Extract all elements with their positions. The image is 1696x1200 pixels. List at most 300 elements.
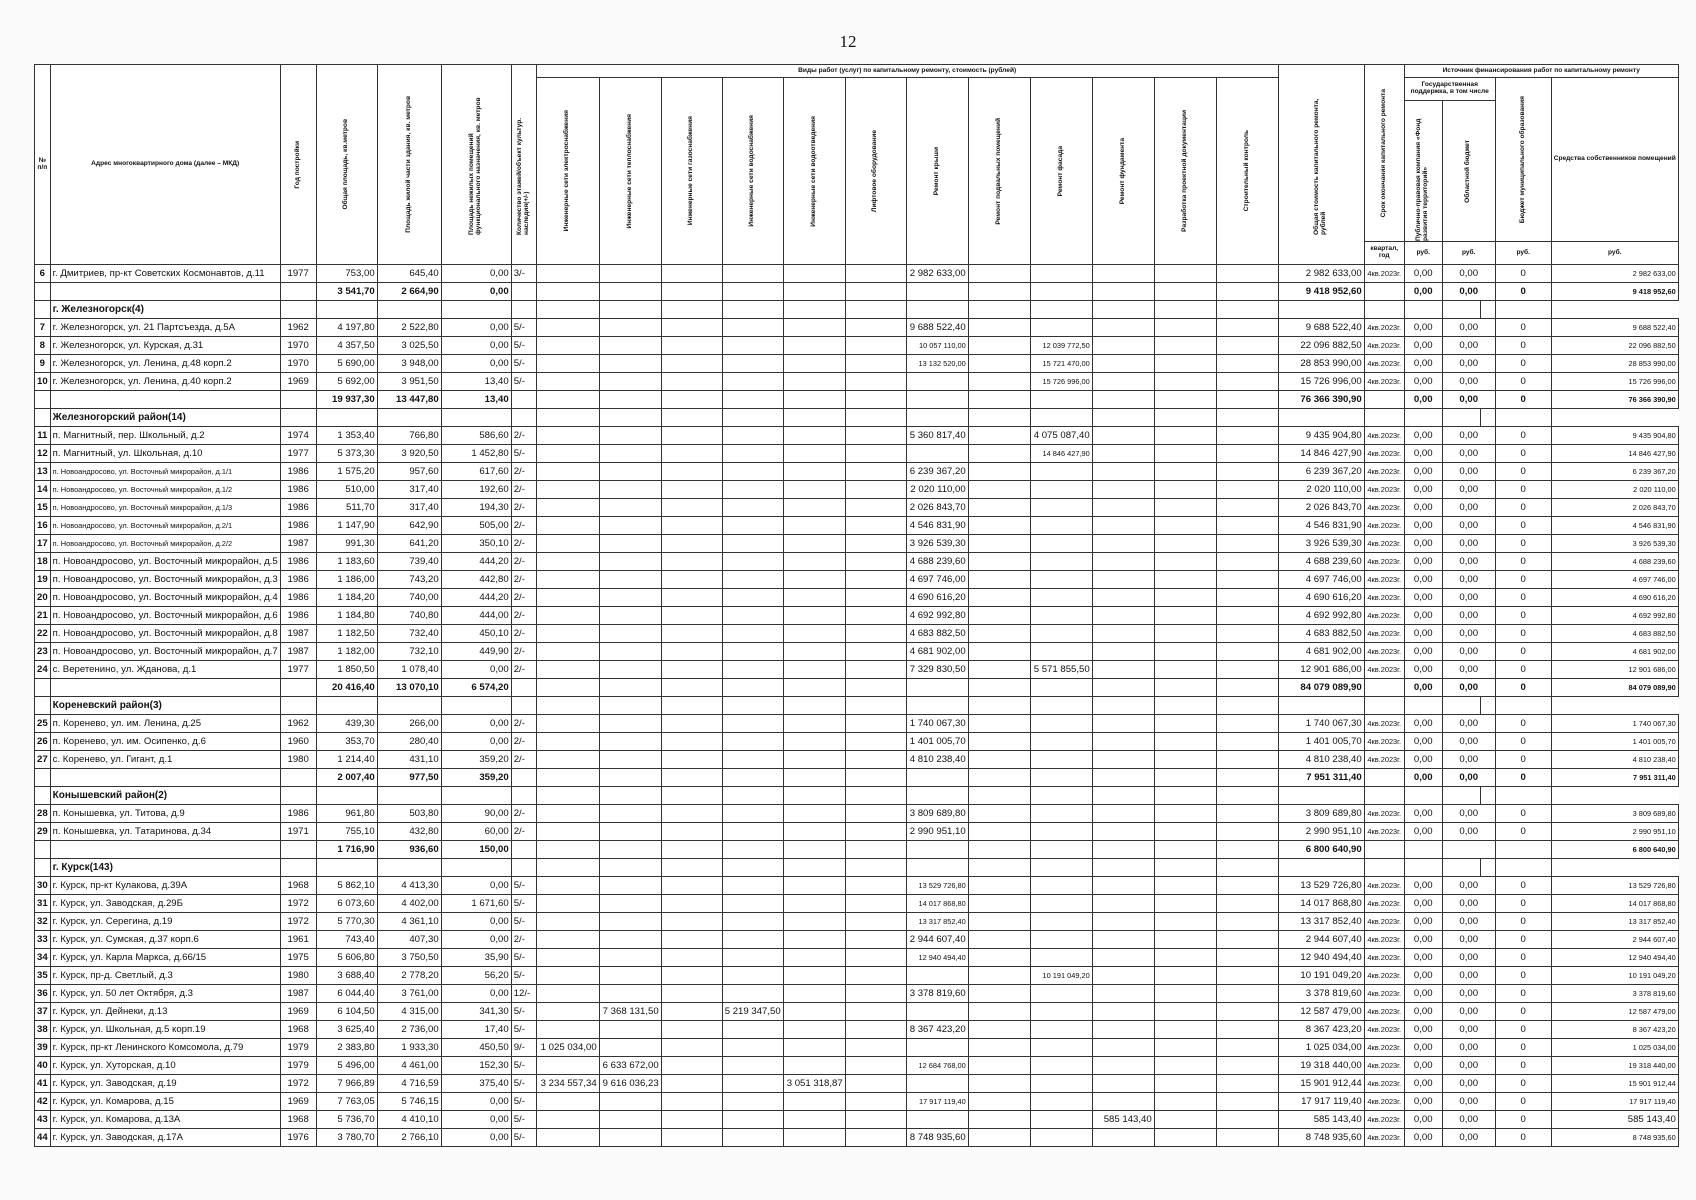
work-cost-heat — [599, 625, 661, 643]
work-cost-found — [1092, 841, 1154, 859]
work-cost-design — [1154, 607, 1216, 625]
deadline-cell: 4кв.2023г. — [1364, 877, 1404, 895]
works-group-header: Виды работ (услуг) по капитальному ремонту, стоимость (рублей) — [536, 65, 1278, 78]
row-number: 37 — [35, 1003, 51, 1021]
work-cost-lift — [845, 571, 906, 589]
work-cost-heat — [599, 373, 661, 391]
year-cell: 1979 — [280, 1057, 316, 1075]
work-cost-sewer — [783, 895, 845, 913]
work-cost-lift — [845, 985, 906, 1003]
living-area-cell: 743,20 — [377, 571, 441, 589]
floors-cell: 5/- — [511, 373, 536, 391]
regional-cell: 0,00 — [1442, 877, 1495, 895]
table-row — [35, 517, 1679, 535]
work-cost-water — [722, 535, 783, 553]
work-cost-control — [1216, 373, 1278, 391]
col-work-7: Ремонт подвальных помещений — [994, 117, 1002, 225]
work-cost-control — [1216, 913, 1278, 931]
work-cost-control — [1216, 1093, 1278, 1111]
empty-cell — [1092, 409, 1154, 427]
work-cost-sewer — [783, 607, 845, 625]
living-area-cell: 317,40 — [377, 481, 441, 499]
work-cost-found — [1092, 1021, 1154, 1039]
deadline-cell — [1364, 679, 1404, 697]
work-cost-control — [1216, 283, 1278, 301]
empty-cell — [1216, 409, 1278, 427]
work-cost-found — [1092, 733, 1154, 751]
municipal-cell: 0 — [1495, 769, 1551, 787]
table-row — [35, 733, 1679, 751]
work-cost-facade — [1030, 1057, 1092, 1075]
unit-fund: руб. — [1404, 242, 1442, 265]
work-cost-design — [1154, 1093, 1216, 1111]
nonliving-area-cell: 192,60 — [441, 481, 511, 499]
work-cost-sewer — [783, 913, 845, 931]
floors-cell — [511, 283, 536, 301]
regional-cell: 0,00 — [1442, 805, 1495, 823]
deadline-cell: 4кв.2023г. — [1364, 463, 1404, 481]
subtotal-row — [35, 769, 1679, 787]
work-cost-found — [1092, 643, 1154, 661]
work-cost-lift — [845, 535, 906, 553]
work-cost-lift — [845, 931, 906, 949]
work-cost-lift — [845, 625, 906, 643]
empty-cell — [316, 409, 377, 427]
empty-cell — [1404, 859, 1442, 877]
floors-cell: 2/- — [511, 571, 536, 589]
work-cost-control — [1216, 589, 1278, 607]
address-cell: г. Курск, пр-кт Ленинского Комсомола, д.79 — [50, 1039, 280, 1057]
year-cell: 1986 — [280, 499, 316, 517]
work-cost-design — [1154, 967, 1216, 985]
year-cell — [280, 391, 316, 409]
table-row — [35, 427, 1679, 445]
work-cost-design — [1154, 517, 1216, 535]
work-cost-gas — [661, 589, 722, 607]
empty-cell — [1442, 301, 1480, 319]
work-cost-facade — [1030, 589, 1092, 607]
fund-cell: 0,00 — [1404, 643, 1442, 661]
work-cost-facade — [1030, 715, 1092, 733]
work-cost-heat — [599, 355, 661, 373]
page-number: 12 — [839, 32, 857, 51]
work-cost-control — [1216, 679, 1278, 697]
deadline-cell: 4кв.2023г. — [1364, 1093, 1404, 1111]
work-cost-gas — [661, 1039, 722, 1057]
work-cost-found — [1092, 661, 1154, 679]
work-cost-found — [1092, 445, 1154, 463]
work-cost-facade: 4 075 087,40 — [1030, 427, 1092, 445]
work-cost-sewer — [783, 355, 845, 373]
fund-cell: 0,00 — [1404, 337, 1442, 355]
table-row — [35, 373, 1679, 391]
work-cost-roof: 4 683 882,50 — [906, 625, 968, 643]
work-cost-heat — [599, 1021, 661, 1039]
empty-cell — [1092, 301, 1154, 319]
empty-cell — [511, 787, 536, 805]
work-cost-lift — [845, 841, 906, 859]
work-cost-elec — [536, 481, 599, 499]
municipal-cell: 0 — [1495, 319, 1551, 337]
work-cost-design — [1154, 589, 1216, 607]
owners-cell: 10 191 049,20 — [1551, 967, 1678, 985]
work-cost-lift — [845, 373, 906, 391]
empty-cell — [441, 859, 511, 877]
table-row — [35, 265, 1679, 283]
nonliving-area-cell: 505,00 — [441, 517, 511, 535]
living-area-cell: 4 461,00 — [377, 1057, 441, 1075]
table-row — [35, 535, 1679, 553]
total-cost-cell: 3 809 689,80 — [1278, 805, 1364, 823]
row-number: 6 — [35, 265, 51, 283]
work-cost-lift — [845, 427, 906, 445]
work-cost-design — [1154, 931, 1216, 949]
work-cost-roof: 4 681 902,00 — [906, 643, 968, 661]
work-cost-lift — [845, 895, 906, 913]
work-cost-control — [1216, 949, 1278, 967]
owners-cell: 1 401 005,70 — [1551, 733, 1678, 751]
col-total-area: Общая площадь, кв.метров — [342, 119, 350, 210]
living-area-cell: 3 025,50 — [377, 337, 441, 355]
work-cost-basement — [968, 967, 1030, 985]
table-row — [35, 931, 1679, 949]
work-cost-elec — [536, 625, 599, 643]
empty-cell — [316, 859, 377, 877]
year-cell — [280, 841, 316, 859]
empty-cell — [845, 409, 906, 427]
living-area-cell: 4 716,59 — [377, 1075, 441, 1093]
group-num-cell — [35, 859, 51, 877]
regional-cell: 0,00 — [1442, 355, 1495, 373]
table-row — [35, 715, 1679, 733]
table-row — [35, 463, 1679, 481]
year-cell: 1974 — [280, 427, 316, 445]
address-cell: г. Курск, ул. Заводская, д.29Б — [50, 895, 280, 913]
nonliving-area-cell: 359,20 — [441, 751, 511, 769]
owners-cell: 14 017 868,80 — [1551, 895, 1678, 913]
work-cost-found — [1092, 481, 1154, 499]
empty-cell — [1030, 697, 1092, 715]
owners-cell: 4 546 831,90 — [1551, 517, 1678, 535]
work-cost-sewer — [783, 751, 845, 769]
fund-cell: 0,00 — [1404, 769, 1442, 787]
work-cost-design — [1154, 823, 1216, 841]
work-cost-water — [722, 1039, 783, 1057]
nonliving-area-cell: 0,00 — [441, 913, 511, 931]
work-cost-elec — [536, 733, 599, 751]
work-cost-water — [722, 967, 783, 985]
work-cost-heat — [599, 679, 661, 697]
row-number: 24 — [35, 661, 51, 679]
empty-cell — [1495, 859, 1551, 877]
empty-cell — [536, 301, 599, 319]
col-year: Год постройки — [293, 140, 301, 189]
work-cost-facade — [1030, 553, 1092, 571]
nonliving-area-cell: 152,30 — [441, 1057, 511, 1075]
work-cost-sewer — [783, 805, 845, 823]
work-cost-design — [1154, 337, 1216, 355]
work-cost-elec — [536, 805, 599, 823]
owners-cell: 4 688 239,60 — [1551, 553, 1678, 571]
address-cell: п. Новоандросово, ул. Восточный микрорайон, д.8 — [50, 625, 280, 643]
floors-cell: 2/- — [511, 553, 536, 571]
municipal-cell: 0 — [1495, 679, 1551, 697]
total-area-cell: 1 182,00 — [316, 643, 377, 661]
total-cost-cell: 2 982 633,00 — [1278, 265, 1364, 283]
total-area-cell: 19 937,30 — [316, 391, 377, 409]
work-cost-facade — [1030, 319, 1092, 337]
work-cost-basement — [968, 427, 1030, 445]
total-area-cell: 353,70 — [316, 733, 377, 751]
total-area-cell: 5 862,10 — [316, 877, 377, 895]
work-cost-lift — [845, 463, 906, 481]
row-number: 44 — [35, 1129, 51, 1147]
row-number: 13 — [35, 463, 51, 481]
work-cost-lift — [845, 805, 906, 823]
owners-cell: 8 367 423,20 — [1551, 1021, 1678, 1039]
work-cost-gas — [661, 877, 722, 895]
work-cost-elec — [536, 931, 599, 949]
work-cost-basement — [968, 805, 1030, 823]
floors-cell: 5/- — [511, 877, 536, 895]
empty-cell — [845, 787, 906, 805]
work-cost-found — [1092, 283, 1154, 301]
work-cost-lift — [845, 1039, 906, 1057]
work-cost-design — [1154, 769, 1216, 787]
work-cost-gas — [661, 949, 722, 967]
row-number: 12 — [35, 445, 51, 463]
regional-cell: 0,00 — [1442, 1111, 1495, 1129]
municipal-cell: 0 — [1495, 283, 1551, 301]
empty-cell — [783, 787, 845, 805]
deadline-cell: 4кв.2023г. — [1364, 607, 1404, 625]
work-cost-elec: 3 234 557,34 — [536, 1075, 599, 1093]
total-cost-cell: 585 143,40 — [1278, 1111, 1364, 1129]
work-cost-facade — [1030, 1075, 1092, 1093]
work-cost-water — [722, 985, 783, 1003]
work-cost-sewer — [783, 445, 845, 463]
empty-cell — [1092, 859, 1154, 877]
work-cost-gas — [661, 661, 722, 679]
row-number: 40 — [35, 1057, 51, 1075]
work-cost-facade — [1030, 1129, 1092, 1147]
work-cost-heat — [599, 337, 661, 355]
deadline-cell: 4кв.2023г. — [1364, 499, 1404, 517]
work-cost-basement — [968, 319, 1030, 337]
work-cost-facade — [1030, 751, 1092, 769]
deadline-cell: 4кв.2023г. — [1364, 1003, 1404, 1021]
work-cost-water — [722, 931, 783, 949]
empty-cell — [316, 697, 377, 715]
nonliving-area-cell: 56,20 — [441, 967, 511, 985]
work-cost-roof — [906, 769, 968, 787]
total-cost-cell: 4 683 882,50 — [1278, 625, 1364, 643]
col-deadline: Срок окончания капитального ремонта — [1379, 88, 1387, 218]
work-cost-sewer — [783, 391, 845, 409]
year-cell: 1977 — [280, 661, 316, 679]
work-cost-basement — [968, 985, 1030, 1003]
work-cost-roof: 5 360 817,40 — [906, 427, 968, 445]
work-cost-elec — [536, 373, 599, 391]
work-cost-sewer — [783, 1003, 845, 1021]
floors-cell: 5/- — [511, 1003, 536, 1021]
year-cell: 1962 — [280, 319, 316, 337]
total-area-cell: 743,40 — [316, 931, 377, 949]
total-cost-cell: 15 901 912,44 — [1278, 1075, 1364, 1093]
owners-cell: 15 726 996,00 — [1551, 373, 1678, 391]
address-cell: г. Курск, ул. Школьная, д.5 корп.19 — [50, 1021, 280, 1039]
work-cost-design — [1154, 985, 1216, 1003]
deadline-cell: 4кв.2023г. — [1364, 985, 1404, 1003]
work-cost-found — [1092, 895, 1154, 913]
nonliving-area-cell: 0,00 — [441, 1111, 511, 1129]
address-cell: г. Курск, ул. Заводская, д.17А — [50, 1129, 280, 1147]
total-cost-cell: 9 435 904,80 — [1278, 427, 1364, 445]
work-cost-control — [1216, 823, 1278, 841]
work-cost-gas — [661, 1075, 722, 1093]
work-cost-water — [722, 877, 783, 895]
work-cost-elec — [536, 679, 599, 697]
work-cost-gas — [661, 751, 722, 769]
work-cost-control — [1216, 1003, 1278, 1021]
work-cost-water — [722, 355, 783, 373]
address-cell: г. Курск, пр-кт Кулакова, д.39А — [50, 877, 280, 895]
work-cost-roof: 4 692 992,80 — [906, 607, 968, 625]
work-cost-gas — [661, 913, 722, 931]
fund-cell: 0,00 — [1404, 823, 1442, 841]
work-cost-roof: 10 057 110,00 — [906, 337, 968, 355]
fund-cell: 0,00 — [1404, 571, 1442, 589]
floors-cell: 2/- — [511, 805, 536, 823]
municipal-cell: 0 — [1495, 265, 1551, 283]
deadline-cell: 4кв.2023г. — [1364, 805, 1404, 823]
work-cost-heat — [599, 517, 661, 535]
total-area-cell: 7 763,05 — [316, 1093, 377, 1111]
deadline-cell: 4кв.2023г. — [1364, 319, 1404, 337]
work-cost-sewer — [783, 1039, 845, 1057]
total-cost-cell: 1 025 034,00 — [1278, 1039, 1364, 1057]
deadline-cell — [1364, 391, 1404, 409]
col-work-5: Лифтовое оборудование — [871, 129, 879, 213]
nonliving-area-cell: 194,30 — [441, 499, 511, 517]
fund-cell: 0,00 — [1404, 805, 1442, 823]
regional-cell: 0,00 — [1442, 661, 1495, 679]
address-cell: п. Магнитный, ул. Школьная, д.10 — [50, 445, 280, 463]
group-num-cell — [35, 409, 51, 427]
municipal-cell: 0 — [1495, 1129, 1551, 1147]
work-cost-lift — [845, 499, 906, 517]
work-cost-water — [722, 1057, 783, 1075]
work-cost-facade: 10 191 049,20 — [1030, 967, 1092, 985]
work-cost-basement — [968, 571, 1030, 589]
living-area-cell: 4 315,00 — [377, 1003, 441, 1021]
row-number: 42 — [35, 1093, 51, 1111]
empty-cell — [441, 787, 511, 805]
work-cost-found — [1092, 373, 1154, 391]
work-cost-design — [1154, 661, 1216, 679]
total-cost-cell: 15 726 996,00 — [1278, 373, 1364, 391]
empty-cell — [1404, 697, 1442, 715]
municipal-cell: 0 — [1495, 625, 1551, 643]
regional-cell — [1442, 841, 1495, 859]
deadline-cell: 4кв.2023г. — [1364, 373, 1404, 391]
work-cost-facade — [1030, 571, 1092, 589]
nonliving-area-cell: 0,00 — [441, 265, 511, 283]
col-work-2: Инженерные сети газоснабжения — [687, 116, 695, 226]
empty-cell — [1495, 787, 1551, 805]
regional-cell: 0,00 — [1442, 319, 1495, 337]
empty-cell — [1154, 787, 1216, 805]
fund-cell: 0,00 — [1404, 967, 1442, 985]
total-area-cell: 6 044,40 — [316, 985, 377, 1003]
work-cost-found — [1092, 1075, 1154, 1093]
work-cost-lift — [845, 733, 906, 751]
living-area-cell: 2 766,10 — [377, 1129, 441, 1147]
empty-cell — [599, 301, 661, 319]
row-number: 9 — [35, 355, 51, 373]
municipal-cell: 0 — [1495, 517, 1551, 535]
fund-cell: 0,00 — [1404, 1039, 1442, 1057]
subtotal-row — [35, 841, 1679, 859]
work-cost-control — [1216, 895, 1278, 913]
municipal-cell: 0 — [1495, 1039, 1551, 1057]
regional-cell: 0,00 — [1442, 949, 1495, 967]
work-cost-found — [1092, 679, 1154, 697]
work-cost-lift — [845, 589, 906, 607]
work-cost-gas — [661, 517, 722, 535]
total-area-cell: 1 850,50 — [316, 661, 377, 679]
work-cost-design — [1154, 373, 1216, 391]
regional-cell: 0,00 — [1442, 1039, 1495, 1057]
fund-cell: 0,00 — [1404, 517, 1442, 535]
municipal-cell: 0 — [1495, 535, 1551, 553]
nonliving-area-cell: 350,10 — [441, 535, 511, 553]
work-cost-water — [722, 949, 783, 967]
work-cost-sewer — [783, 463, 845, 481]
deadline-cell: 4кв.2023г. — [1364, 589, 1404, 607]
total-cost-cell: 14 017 868,80 — [1278, 895, 1364, 913]
work-cost-elec — [536, 337, 599, 355]
owners-cell: 585 143,40 — [1551, 1111, 1678, 1129]
work-cost-found — [1092, 805, 1154, 823]
empty-cell — [1030, 409, 1092, 427]
group-header-row — [35, 859, 1679, 877]
empty-cell — [968, 859, 1030, 877]
living-area-cell: 3 920,50 — [377, 445, 441, 463]
living-area-cell: 2 664,90 — [377, 283, 441, 301]
group-header-row — [35, 787, 1679, 805]
work-cost-roof: 17 917 119,40 — [906, 1093, 968, 1111]
work-cost-water — [722, 607, 783, 625]
work-cost-lift — [845, 967, 906, 985]
work-cost-design — [1154, 355, 1216, 373]
nonliving-area-cell: 359,20 — [441, 769, 511, 787]
deadline-cell: 4кв.2023г. — [1364, 553, 1404, 571]
total-cost-cell: 4 688 239,60 — [1278, 553, 1364, 571]
work-cost-heat — [599, 535, 661, 553]
living-area-cell: 936,60 — [377, 841, 441, 859]
nonliving-area-cell: 0,00 — [441, 715, 511, 733]
work-cost-design — [1154, 715, 1216, 733]
nonliving-area-cell: 0,00 — [441, 319, 511, 337]
fund-cell: 0,00 — [1404, 1057, 1442, 1075]
total-cost-cell: 6 239 367,20 — [1278, 463, 1364, 481]
empty-cell — [377, 409, 441, 427]
total-cost-cell: 12 587 479,00 — [1278, 1003, 1364, 1021]
empty-cell — [1480, 697, 1495, 715]
work-cost-basement — [968, 589, 1030, 607]
work-cost-gas — [661, 373, 722, 391]
